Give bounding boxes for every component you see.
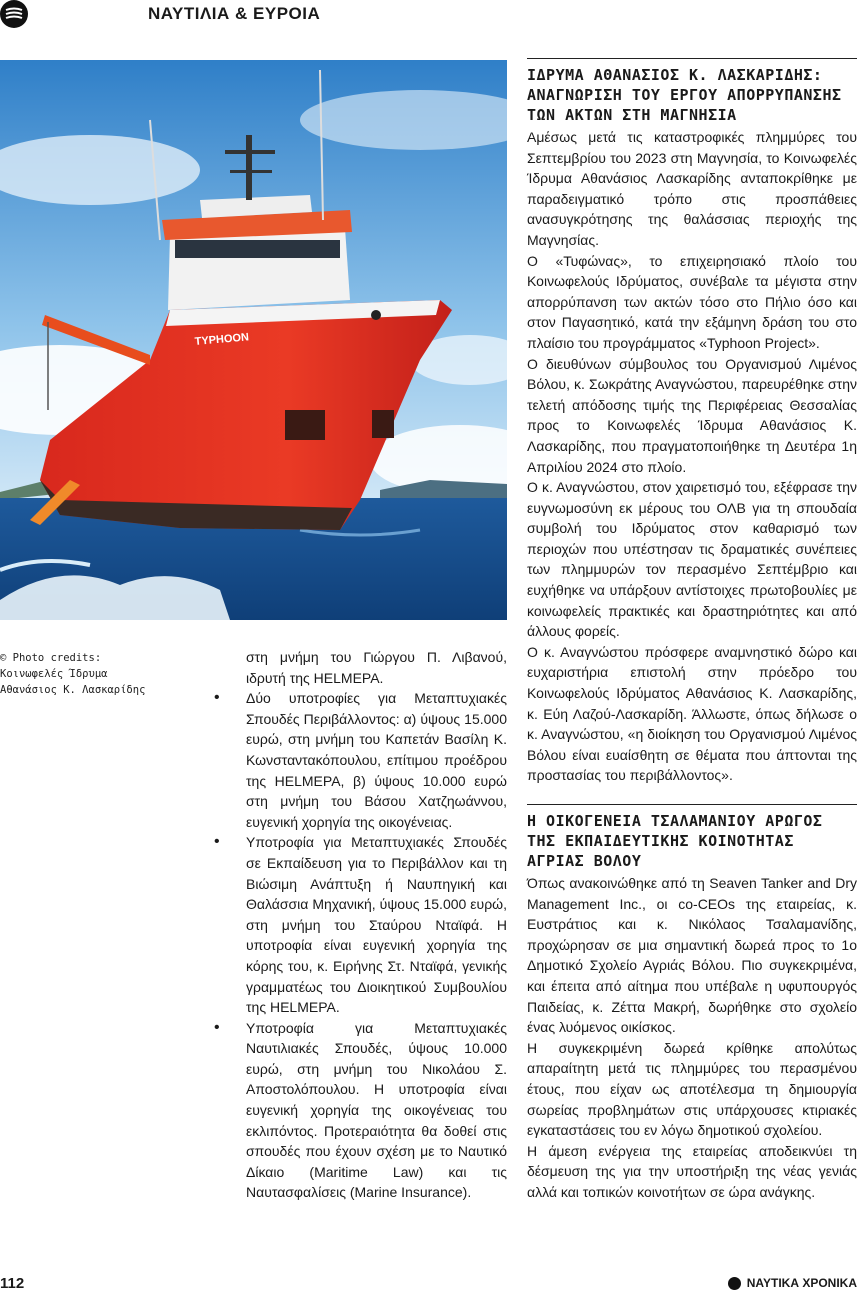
magazine-logo-icon [0,0,28,28]
article-paragraph: Ο κ. Αναγνώστου πρόσφερε αναμνηστικό δώρο και ευχαριστήρια επιστολή στην πρόεδρο του Κοινωφελούς Ιδρύματος Αθανάσιος Κ. Λασκαρίδης, κ. Εύη Λαζού-Λασκαρίδη. Άλλωστε, όπως δήλωσε ο κ. Αναγνώστου, «η διοίκηση του Οργανισμού Λιμένος Βόλου είναι ευαίσθητη σε θέματα που άπτονται της προστασίας του περιβάλλοντος». [527,643,857,784]
photo-credits [0,650,170,698]
list-item: • Υποτροφία για Μεταπτυχιακές Σπουδές σε Εκπαίδευση για το Περιβάλλον και τη Βιώσιμη Ανάπτυξη ή Ναυπηγική και Θαλάσσια Μηχανική, ύψους 15.000 ευρώ, στη μνήμη του Σταύρου Νταϊφά. Η υποτροφία είναι ευγενική χορηγία της κόρης του, κ. Ειρήνης Στ. Νταϊφά, γενικής γραμματέως του Διοικητικού Συμβουλίου της HELMEPA. [246,832,507,1017]
brand-name: ΝΑΥΤΙΚΑ ΧΡΟΝΙΚΑ [746,1276,857,1290]
articles-column [527,58,857,1203]
article-paragraph: Ο κ. Αναγνώστου, στον χαιρετισμό του, εξέφρασε την ευγνωμοσύνη εκ μέρους του ΟΛΒ για τη σπουδαία συμβολή του Ιδρύματος στον καθαρισμό των περιοχών που υπέστησαν τις δραματικές συνέπειες των πλημμυρών τον περασμένο Σεπτέμβριο και ευχήθηκε να υπάρξουν αντίστοιχες πρωτοβουλίες με κοινωφελείς πρακτικές και δραστηριότητες και από άλλους φορείς. [527,479,857,640]
ship-photo [0,60,507,620]
page-number: 112 [0,1275,25,1292]
column-intro: στη μνήμη του Γιώργου Π. Λιβανού, ιδρυτή της HELMEPA. [246,649,507,686]
article-paragraph: Όπως ανακοινώθηκε από τη Seaven Tanker and Dry Management Inc., οι co-CEOs της εταιρείας, κ. Ευστράτιος και κ. Νικόλαος Τσαλαμανίδης, προχώρησαν σε μια σημαντική δωρεά προς το 1ο Δημοτικό Σχολείο Αγριάς Βόλου. Πιο συγκεκριμένα, και έπειτα από αίτημα που υπέβαλε η υφυπουργός Παιδείας, κ. Ζέττα Μακρή, δωρήθηκε στο σχολείο ένας λυόμενος οικίσκος. [527,875,857,1036]
credits-line: Κοινωφελές Ίδρυμα [0,668,108,680]
brand-logo-icon [728,1277,741,1290]
section-title: ΝΑΥΤΙΛΙΑ & ΕΥΡΟΙΑ [148,4,321,23]
scholarship-list [246,688,507,1203]
article-paragraph: Ο διευθύνων σύμβουλος του Οργανισμού Λιμένος Βόλου, κ. Σωκράτης Αναγνώστου, παρευρέθηκε στην τελετή απόδοσης τιμής της Περιφέρειας Θεσσαλίας προς το Κοινωφελές Ίδρυμα Αθανάσιος Κ. Λασκαρίδης, που πραγματοποιήθηκε τη Δευτέρα 1η Απριλίου 2024 στο πλοίο. [527,355,857,475]
ship-name-label: TYPHOON [194,331,250,348]
article-paragraph: Η άμεση ενέργεια της εταιρείας αποδεικνύει τη δέσμευση της για την υποστήριξη της νέας γενιάς αλλά και τοπικών κοινοτήτων σε ώρα ανάγκης. [527,1142,857,1200]
footer-brand [728,1276,857,1290]
list-item: • Υποτροφία για Μεταπτυχιακές Ναυτιλιακές Σπουδές, ύψους 10.000 ευρώ, στη μνήμη του Νικολάου Σ. Αποστολόπουλου. Η υποτροφία είναι ευγενική χορηγία της οικογένειας του εκλιπόντος. Προτεραιότητα θα δοθεί στις σπουδές που έχουν σχέση με το Ναυτικό Δίκαιο (Maritime Law) και τις Ναυτασφαλίσεις (Marine Insurance). [246,1018,507,1203]
divider [527,804,857,805]
article-paragraph: Ο «Τυφώνας», το επιχειρησιακό πλοίο του Κοινωφελούς Ιδρύματος, συνέβαλε τα μέγιστα στην απορρύπανση των ακτών τόσο στο Πήλιο όσο και στον Παγασητικό, κατά την εξάμηνη δράση του στο πλαίσιο του προγράμματος «Typhoon Project». [527,252,857,351]
credits-line: © Photo credits: [0,652,102,664]
article-title: ΙΔΡΥΜΑ ΑΘΑΝΑΣΙΟΣ Κ. ΛΑΣΚΑΡΙΔΗΣ: ΑΝΑΓΝΩΡΙΣΗ ΤΟΥ ΕΡΓΟΥ ΑΠΟΡΡΥΠΑΝΣΗΣ ΤΩΝ ΑΚΤΩΝ ΣΤΗ ΜΑΓΝΗΣΙΑ [527,66,842,124]
credits-line: Αθανάσιος Κ. Λασκαρίδης [0,684,146,696]
article-paragraph: Αμέσως μετά τις καταστροφικές πλημμύρες του Σεπτεμβρίου του 2023 στη Μαγνησία, το Κοινωφελές Ίδρυμα Αθανάσιος Λασκαρίδης ανταποκρίθηκε με παραδειγματικό τρόπο στις προσπάθειες ανασυγκρότησης της θαλάσσιας περιοχής της Μαγνησίας. [527,129,857,248]
scholarships-column [246,647,507,1203]
article-title: Η ΟΙΚΟΓΕΝΕΙΑ ΤΣΑΛΑΜΑΝΙΟΥ ΑΡΩΓΟΣ ΤΗΣ ΕΚΠΑΙΔΕΥΤΙΚΗΣ ΚΟΙΝΟΤΗΤΑΣ ΑΓΡΙΑΣ ΒΟΛΟΥ [527,812,823,870]
divider [527,58,857,59]
article-paragraph: Η συγκεκριμένη δωρεά κρίθηκε απολύτως απαραίτητη μετά τις πλημμύρες του περασμένου έτους, που είχαν ως αποτέλεσμα τη δημιουργία σωρείας προβλημάτων στις υπάρχουσες κτιριακές εγκαταστάσεις του εν λόγω δημοτικού σχολείου. [527,1039,857,1139]
list-item: • Δύο υποτροφίες για Μεταπτυχιακές Σπουδές Περιβάλλοντος: α) ύψους 15.000 ευρώ, στη μνήμη του Καπετάν Βασίλη Κ. Κωνσταντακόπουλου, επίτιμου προέδρου της HELMEPA, β) ύψους 10.000 ευρώ στη μνήμη του Βάσου Χατζηωάννου, ευγενική χορηγία της οικογένειας. [246,688,507,832]
page-header [0,0,857,34]
